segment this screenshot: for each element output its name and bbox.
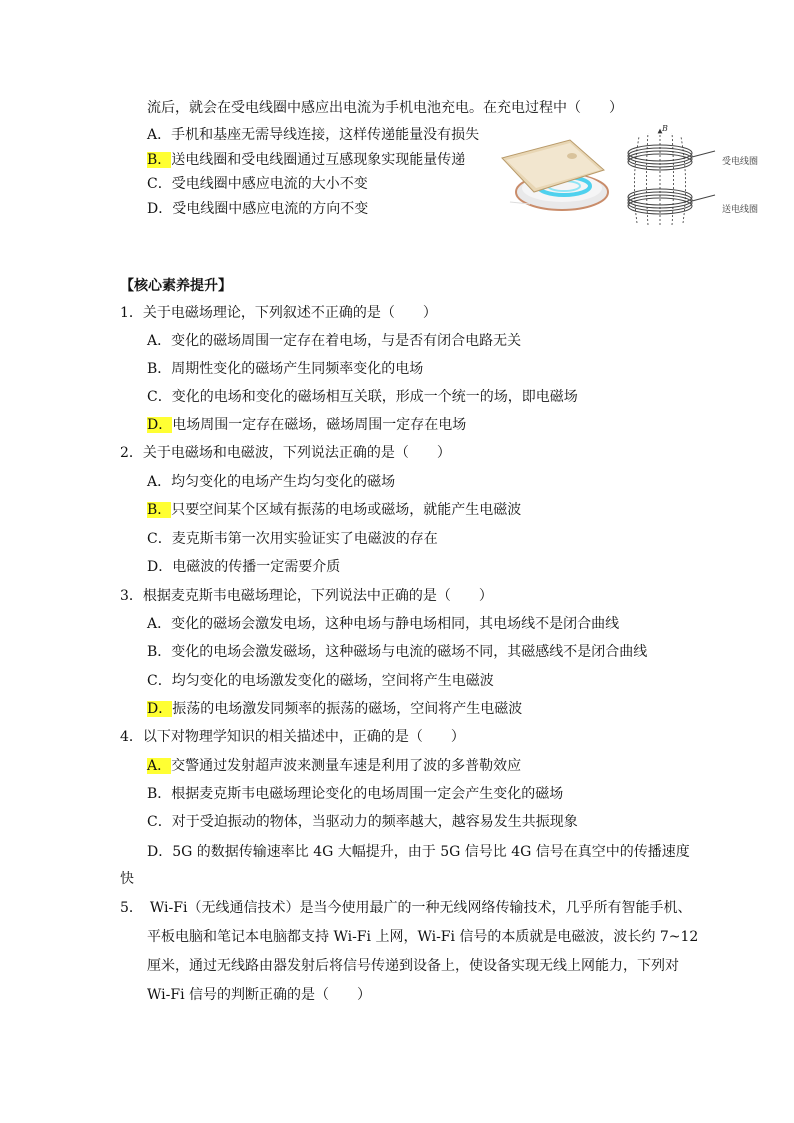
q3-option-a <box>147 614 619 634</box>
option-letter: D． <box>147 844 173 860</box>
q2-option-d <box>147 557 340 577</box>
option-letter-highlighted: D． <box>147 417 173 433</box>
question-intro: 流后，就会在受电线圈中感应出电流为手机电池充电。在充电过程中（ ） <box>147 100 623 116</box>
option-letter: A． <box>147 616 172 632</box>
q1-option-d <box>147 415 466 435</box>
option-text: 均匀变化的电场激发变化的磁场，空间将产生电磁波 <box>171 673 494 689</box>
question-5-line-4: Wi-Fi 信号的判断正确的是（ ） <box>147 987 371 1003</box>
wireless-charger-image <box>500 130 610 220</box>
option-letter: B． <box>147 644 172 660</box>
option-letter: A． <box>147 127 172 143</box>
option-letter: C． <box>147 389 172 405</box>
q1-option-b <box>147 359 423 379</box>
option-text: 变化的电场和变化的磁场相互关联，形成一个统一的场，即电磁场 <box>171 389 578 405</box>
q3-option-c <box>147 671 494 691</box>
q2-option-c <box>147 529 438 549</box>
option-text: 5G 的数据传输速率比 4G 大幅提升，由于 5G 信号比 4G 信号在真空中的传播速度 <box>172 844 690 860</box>
q2-option-a <box>147 472 395 492</box>
send-coil-label: 送电线圈 <box>722 205 759 215</box>
question-5-line-3: 厘米，通过无线路由器发射后将信号传递到设备上，使设备实现无线上网能力，下列对 <box>147 958 679 974</box>
q4-option-d <box>147 842 690 862</box>
q1-option-a <box>147 331 521 351</box>
option-text: 手机和基座无需导线连接，这样传递能量没有损失 <box>171 127 480 143</box>
q3-option-b <box>147 642 647 662</box>
option-letter: B． <box>147 361 172 377</box>
option-a <box>147 125 479 145</box>
option-text: 周期性变化的磁场产生同频率变化的电场 <box>171 361 424 377</box>
option-letter: C． <box>147 673 172 689</box>
option-letter-highlighted: B． <box>147 502 172 518</box>
option-d <box>147 199 368 219</box>
option-letter-highlighted: A． <box>147 758 172 774</box>
question-5-line-2: 平板电脑和笔记本电脑都支持 Wi-Fi 上网，Wi-Fi 信号的本质就是电磁波，波长约 7~12 <box>147 929 699 945</box>
b-field-label: B <box>662 125 668 133</box>
receive-coil-label: 受电线圈 <box>722 157 759 167</box>
coil-diagram <box>615 125 725 235</box>
question-5-line-1: 5． Wi-Fi（无线通信技术）是当今使用最广的一种无线网络传输技术，几乎所有智能手机、 <box>120 900 692 916</box>
option-b <box>147 150 465 170</box>
option-letter: C． <box>147 814 172 830</box>
q1-option-c <box>147 387 578 407</box>
option-c <box>147 174 368 194</box>
option-text: 只要空间某个区域有振荡的电场或磁场，就能产生电磁波 <box>171 502 522 518</box>
option-letter: C． <box>147 531 172 547</box>
option-text: 受电线圈中感应电流的大小不变 <box>171 176 368 192</box>
option-text: 变化的电场会激发磁场，这种磁场与电流的磁场不同，其磁感线不是闭合曲线 <box>171 644 648 660</box>
option-text: 振荡的电场激发同频率的振荡的磁场，空间将产生电磁波 <box>172 701 523 717</box>
option-text: 对于受迫振动的物体，当驱动力的频率越大，越容易发生共振现象 <box>171 814 578 830</box>
option-text: 麦克斯韦第一次用实验证实了电磁波的存在 <box>171 531 438 547</box>
q2-option-b <box>147 500 521 520</box>
option-letter: A． <box>147 474 172 490</box>
option-letter: C． <box>147 176 172 192</box>
question-1-stem: 1．关于电磁场理论，下列叙述不正确的是（ ） <box>120 305 437 321</box>
option-text: 电磁波的传播一定需要介质 <box>172 559 341 575</box>
q4-option-c <box>147 812 578 832</box>
option-letter-highlighted: B． <box>147 152 172 168</box>
option-text: 送电线圈和受电线圈通过互感现象实现能量传递 <box>171 152 466 168</box>
option-text: 变化的磁场会激发电场，这种电场与静电场相同，其电场线不是闭合曲线 <box>171 616 620 632</box>
option-text: 均匀变化的电场产生均匀变化的磁场 <box>171 474 396 490</box>
option-letter: D． <box>147 559 173 575</box>
q4-option-a <box>147 756 521 776</box>
option-text: 根据麦克斯韦电磁场理论变化的电场周围一定会产生变化的磁场 <box>171 786 564 802</box>
option-letter: B． <box>147 786 172 802</box>
q4-option-d-wrap: 快 <box>120 871 134 887</box>
option-letter: A． <box>147 333 172 349</box>
question-4-stem: 4．以下对物理学知识的相关描述中，正确的是（ ） <box>120 729 465 745</box>
option-text: 电场周围一定存在磁场，磁场周围一定存在电场 <box>172 417 467 433</box>
section-title: 【核心素养提升】 <box>120 278 232 294</box>
question-3-stem: 3．根据麦克斯韦电磁场理论，下列说法中正确的是（ ） <box>120 588 493 604</box>
option-text: 变化的磁场周围一定存在着电场，与是否有闭合电路无关 <box>171 333 522 349</box>
q3-option-d <box>147 699 522 719</box>
option-letter: D． <box>147 201 173 217</box>
q4-option-b <box>147 784 563 804</box>
option-letter-highlighted: D． <box>147 701 173 717</box>
option-text: 交警通过发射超声波来测量车速是利用了波的多普勒效应 <box>171 758 522 774</box>
question-2-stem: 2．关于电磁场和电磁波，下列说法正确的是（ ） <box>120 445 451 461</box>
option-text: 受电线圈中感应电流的方向不变 <box>172 201 369 217</box>
